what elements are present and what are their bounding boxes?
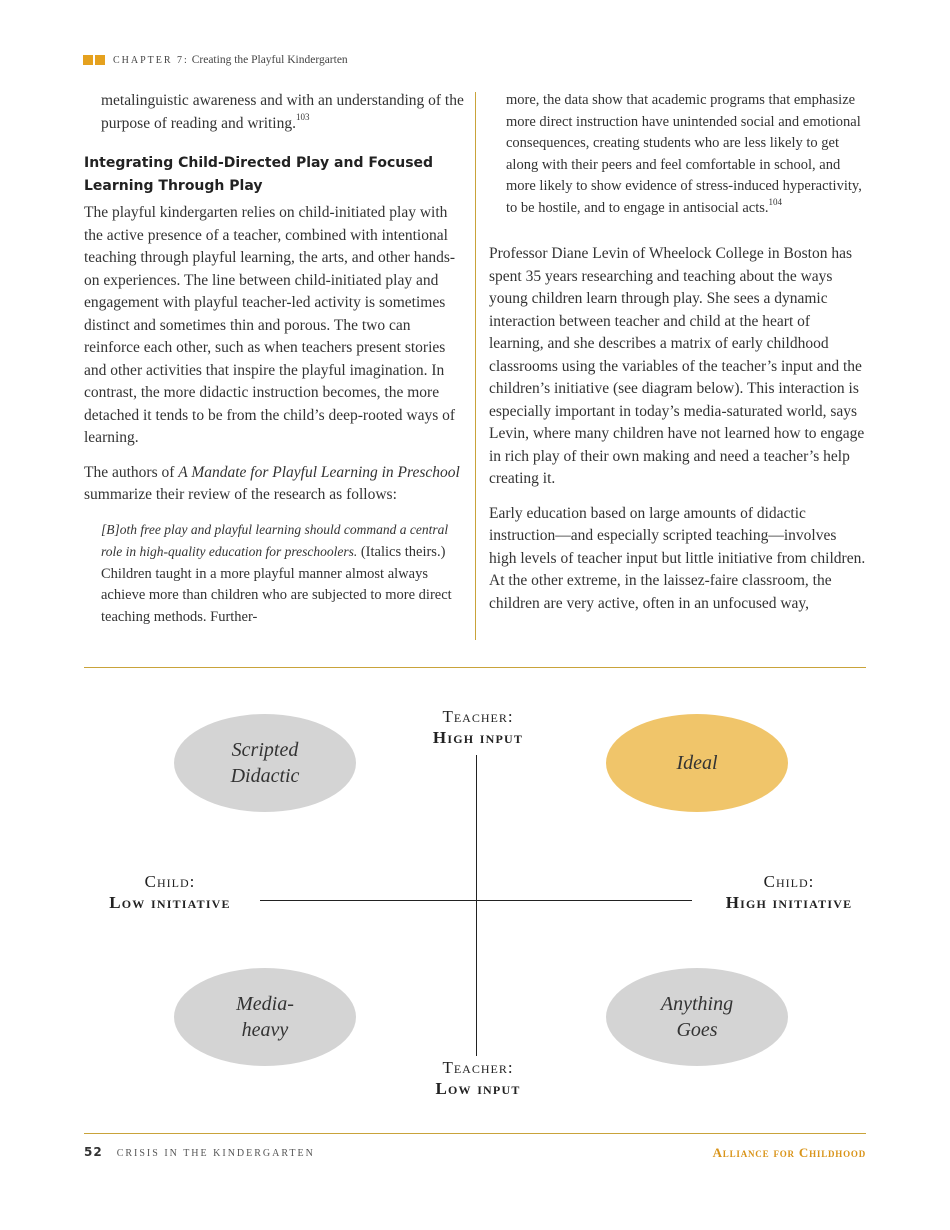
quadrant-ideal-label bbox=[676, 750, 717, 776]
label-child-low-line1: Child: bbox=[144, 872, 196, 891]
label-teacher-low-input bbox=[378, 1057, 578, 1099]
endnote-104: 104 bbox=[768, 196, 783, 207]
book-title: A Mandate for Playful Learning in Preschool bbox=[178, 463, 460, 481]
quote-text: (Italics theirs.) Children taught in a more playful manner almost always achieve more than children who are subjected to more direct teaching methods. Further- bbox=[101, 544, 452, 625]
label-teacher-high-line1: Teacher: bbox=[442, 707, 514, 726]
page-number: 52 bbox=[84, 1145, 103, 1159]
block-quote-continued bbox=[489, 90, 867, 219]
publisher-name: Alliance for Childhood bbox=[712, 1145, 866, 1160]
quadrant-bottom-left-line2: heavy bbox=[241, 1019, 289, 1041]
quote-continued-text: more, the data show that academic programs that emphasize more direct instruction have unintended social and emotional consequences, creating students who are less likely to get along with their peers and feel comfortable in school, and more likely to show evidence of stress-induced hyperactivity, to be hostile, and to engage in antisocial acts. bbox=[506, 92, 862, 216]
block-quote bbox=[84, 519, 464, 629]
running-header bbox=[83, 54, 348, 66]
quadrant-anything-goes-label bbox=[661, 991, 733, 1043]
label-teacher-low-line1: Teacher: bbox=[442, 1058, 514, 1077]
paragraph-early-education: Early education based on large amounts of didactic instruction—and especially scripted teaching—involves high levels of teacher input but little initiative from children. At the other extreme, in the laissez-faire classroom, the children are very active, often in an unfocused way, bbox=[489, 504, 866, 612]
quadrant-top-right-line1: Ideal bbox=[676, 752, 718, 774]
header-square-icon bbox=[83, 55, 93, 65]
label-teacher-high-line2: High input bbox=[432, 728, 524, 747]
header-square-icon bbox=[95, 55, 105, 65]
label-child-high-line2: High initiative bbox=[725, 893, 853, 912]
quadrant-anything-goes bbox=[606, 968, 788, 1066]
chapter-title: Creating the Playful Kindergarten bbox=[191, 54, 348, 66]
quadrant-bottom-right-line2: Goes bbox=[676, 1019, 718, 1041]
paragraph-levin: Professor Diane Levin of Wheelock College in Boston has spent 35 years researching and teaching about the ways young children learn through play. She sees a dynamic interaction between teacher and child at the heart of learning, and she describes a matrix of early childhood classrooms using the variables of the teacher’s input and the children’s initiative (see diagram below). This interaction is especially important in today’s media-saturated world, says Levin, where many children have not learned how to engage in rich play of their own making and need a teacher’s help creating it. bbox=[489, 245, 865, 487]
quadrant-media-heavy-label bbox=[236, 991, 294, 1043]
label-child-low-line2: Low initiative bbox=[109, 893, 231, 912]
quadrant-top-left-line2: Didactic bbox=[230, 765, 300, 787]
quadrant-top-left-line1: Scripted bbox=[231, 739, 299, 761]
label-child-low-initiative bbox=[90, 871, 250, 913]
quote-italic: [B]oth free play and playful learning should command a central role in high-quality education for preschoolers. bbox=[101, 521, 449, 559]
label-child-high-line1: Child: bbox=[763, 872, 815, 891]
label-teacher-high-input bbox=[378, 706, 578, 748]
left-column bbox=[84, 90, 464, 628]
quadrant-bottom-left-line1: Media- bbox=[236, 993, 294, 1015]
chapter-heading bbox=[113, 54, 348, 66]
quadrant-bottom-right-line1: Anything bbox=[660, 993, 734, 1015]
vertical-axis bbox=[476, 755, 477, 1056]
section-heading: Integrating Child-Directed Play and Focused Learning Through Play bbox=[84, 155, 434, 194]
quadrant-media-heavy bbox=[174, 968, 356, 1066]
paragraph-authors bbox=[84, 462, 464, 507]
chapter-label: CHAPTER 7: bbox=[113, 55, 189, 66]
paragraph-authors-end: summarize their review of the research as follows: bbox=[84, 486, 397, 503]
right-column bbox=[489, 90, 867, 615]
intro-paragraph bbox=[84, 90, 464, 135]
paragraph-authors-start: The authors of bbox=[84, 463, 179, 481]
column-divider bbox=[475, 92, 476, 640]
book-title-footer: CRISIS IN THE KINDERGARTEN bbox=[116, 1148, 315, 1159]
label-child-high-initiative bbox=[704, 871, 874, 913]
quadrant-scripted-didactic bbox=[174, 714, 356, 812]
footer-left bbox=[84, 1145, 315, 1159]
quadrant-scripted-didactic-label bbox=[231, 737, 300, 789]
matrix-diagram bbox=[0, 668, 950, 1132]
label-teacher-low-line2: Low input bbox=[435, 1079, 521, 1098]
paragraph-playful-kindergarten: The playful kindergarten relies on child-initiated play with the active presence of a teacher, combined with intentional teaching through playful learning, the arts, and other hands-on experiences. The line between child-initiated play and engagement with playful teacher-led activity is sometimes distinct and sometimes thin and porous. The two can reinforce each other, such as when teachers present stories and other activities that inspire the playful imagination. In contrast, the more didactic instruction becomes, the more detached it tends to be from the child’s deep-rooted ways of learning. bbox=[84, 204, 456, 446]
endnote-103: 103 bbox=[296, 112, 310, 123]
intro-text: metalinguistic awareness and with an understanding of the purpose of reading and writing. bbox=[101, 92, 464, 132]
footer-rule bbox=[84, 1133, 866, 1134]
quadrant-ideal bbox=[606, 714, 788, 812]
